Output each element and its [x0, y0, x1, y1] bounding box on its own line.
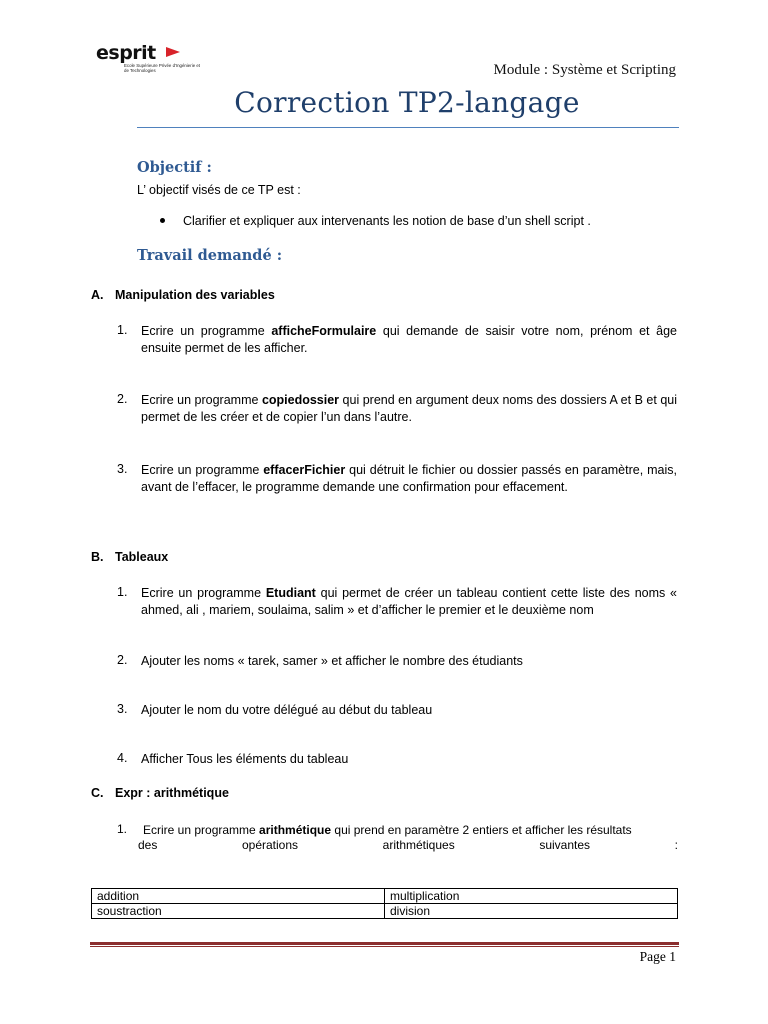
- item-number: 1.: [117, 323, 128, 337]
- page-title: Correction TP2-langage: [234, 86, 580, 119]
- list-item: Afficher Tous les éléments du tableau: [141, 752, 349, 766]
- table-cell: multiplication: [385, 889, 678, 904]
- item-number: 2.: [117, 392, 128, 406]
- list-item: Ecrire un programme Etudiant qui permet de créer un tableau contient cette liste des noms « ahmed, ali , mariem, soulaima, salim » et d’afficher le premier et le deuxième nom: [141, 586, 678, 617]
- page-number: Page 1: [639, 949, 676, 964]
- item-number: 1.: [117, 822, 128, 836]
- item-number: 2.: [117, 653, 128, 667]
- section-b-letter: B.: [91, 550, 104, 564]
- section-a-title: Manipulation des variables: [115, 288, 275, 302]
- item-number: 1.: [117, 585, 128, 599]
- title-divider: [137, 127, 679, 128]
- table-cell: soustraction: [92, 904, 385, 919]
- item-number: 4.: [117, 751, 128, 765]
- logo-flag-icon: [166, 47, 180, 57]
- table-row: [92, 904, 678, 919]
- list-item: Ajouter le nom du votre délégué au début du tableau: [141, 703, 433, 717]
- section-c-letter: C.: [91, 786, 104, 800]
- esprit-logo: [96, 42, 201, 76]
- logo-text: esprit: [96, 42, 156, 64]
- list-item-line2: des opérations arithmétiques suivantes :: [138, 838, 678, 852]
- footer-divider: [90, 942, 679, 945]
- bullet-icon: [160, 218, 165, 223]
- list-item: Ecrire un programme afficheFormulaire qui demande de saisir votre nom, prénom et âge ensuite permet de les afficher.: [141, 324, 677, 355]
- section-a-letter: A.: [91, 288, 104, 302]
- list-item: Ecrire un programme arithmétique qui prend en paramètre 2 entiers et afficher les résultats: [143, 823, 632, 837]
- work-heading: Travail demandé :: [137, 247, 283, 264]
- list-item: Ecrire un programme effacerFichier qui détruit le fichier ou dossier passés en paramètre, mais, avant de l’effacer, le programme demande une confirmation pour effacement.: [141, 463, 677, 494]
- objective-bullet: Clarifier et expliquer aux intervenants les notion de base d’un shell script .: [183, 214, 591, 228]
- module-label: Module : Système et Scripting: [493, 62, 676, 78]
- operations-table: [91, 888, 678, 919]
- list-item: Ajouter les noms « tarek, samer » et afficher le nombre des étudiants: [141, 654, 523, 668]
- item-number: 3.: [117, 702, 128, 716]
- footer-divider-thin: [90, 946, 679, 947]
- item-number: 3.: [117, 462, 128, 476]
- logo-subtitle: Ecole Supérieure Privée d'Ingénierie et de Technologies: [124, 63, 201, 73]
- section-c-title: Expr : arithmétique: [115, 786, 229, 800]
- table-cell: division: [385, 904, 678, 919]
- section-b-title: Tableaux: [115, 550, 169, 564]
- table-row: [92, 889, 678, 904]
- objective-heading: Objectif :: [137, 159, 212, 176]
- objective-intro: L’ objectif visés de ce TP est :: [137, 183, 301, 197]
- table-cell: addition: [92, 889, 385, 904]
- list-item: Ecrire un programme copiedossier qui prend en argument deux noms des dossiers A et B et qui permet de les créer et de copier l’un dans l’autre.: [141, 393, 677, 424]
